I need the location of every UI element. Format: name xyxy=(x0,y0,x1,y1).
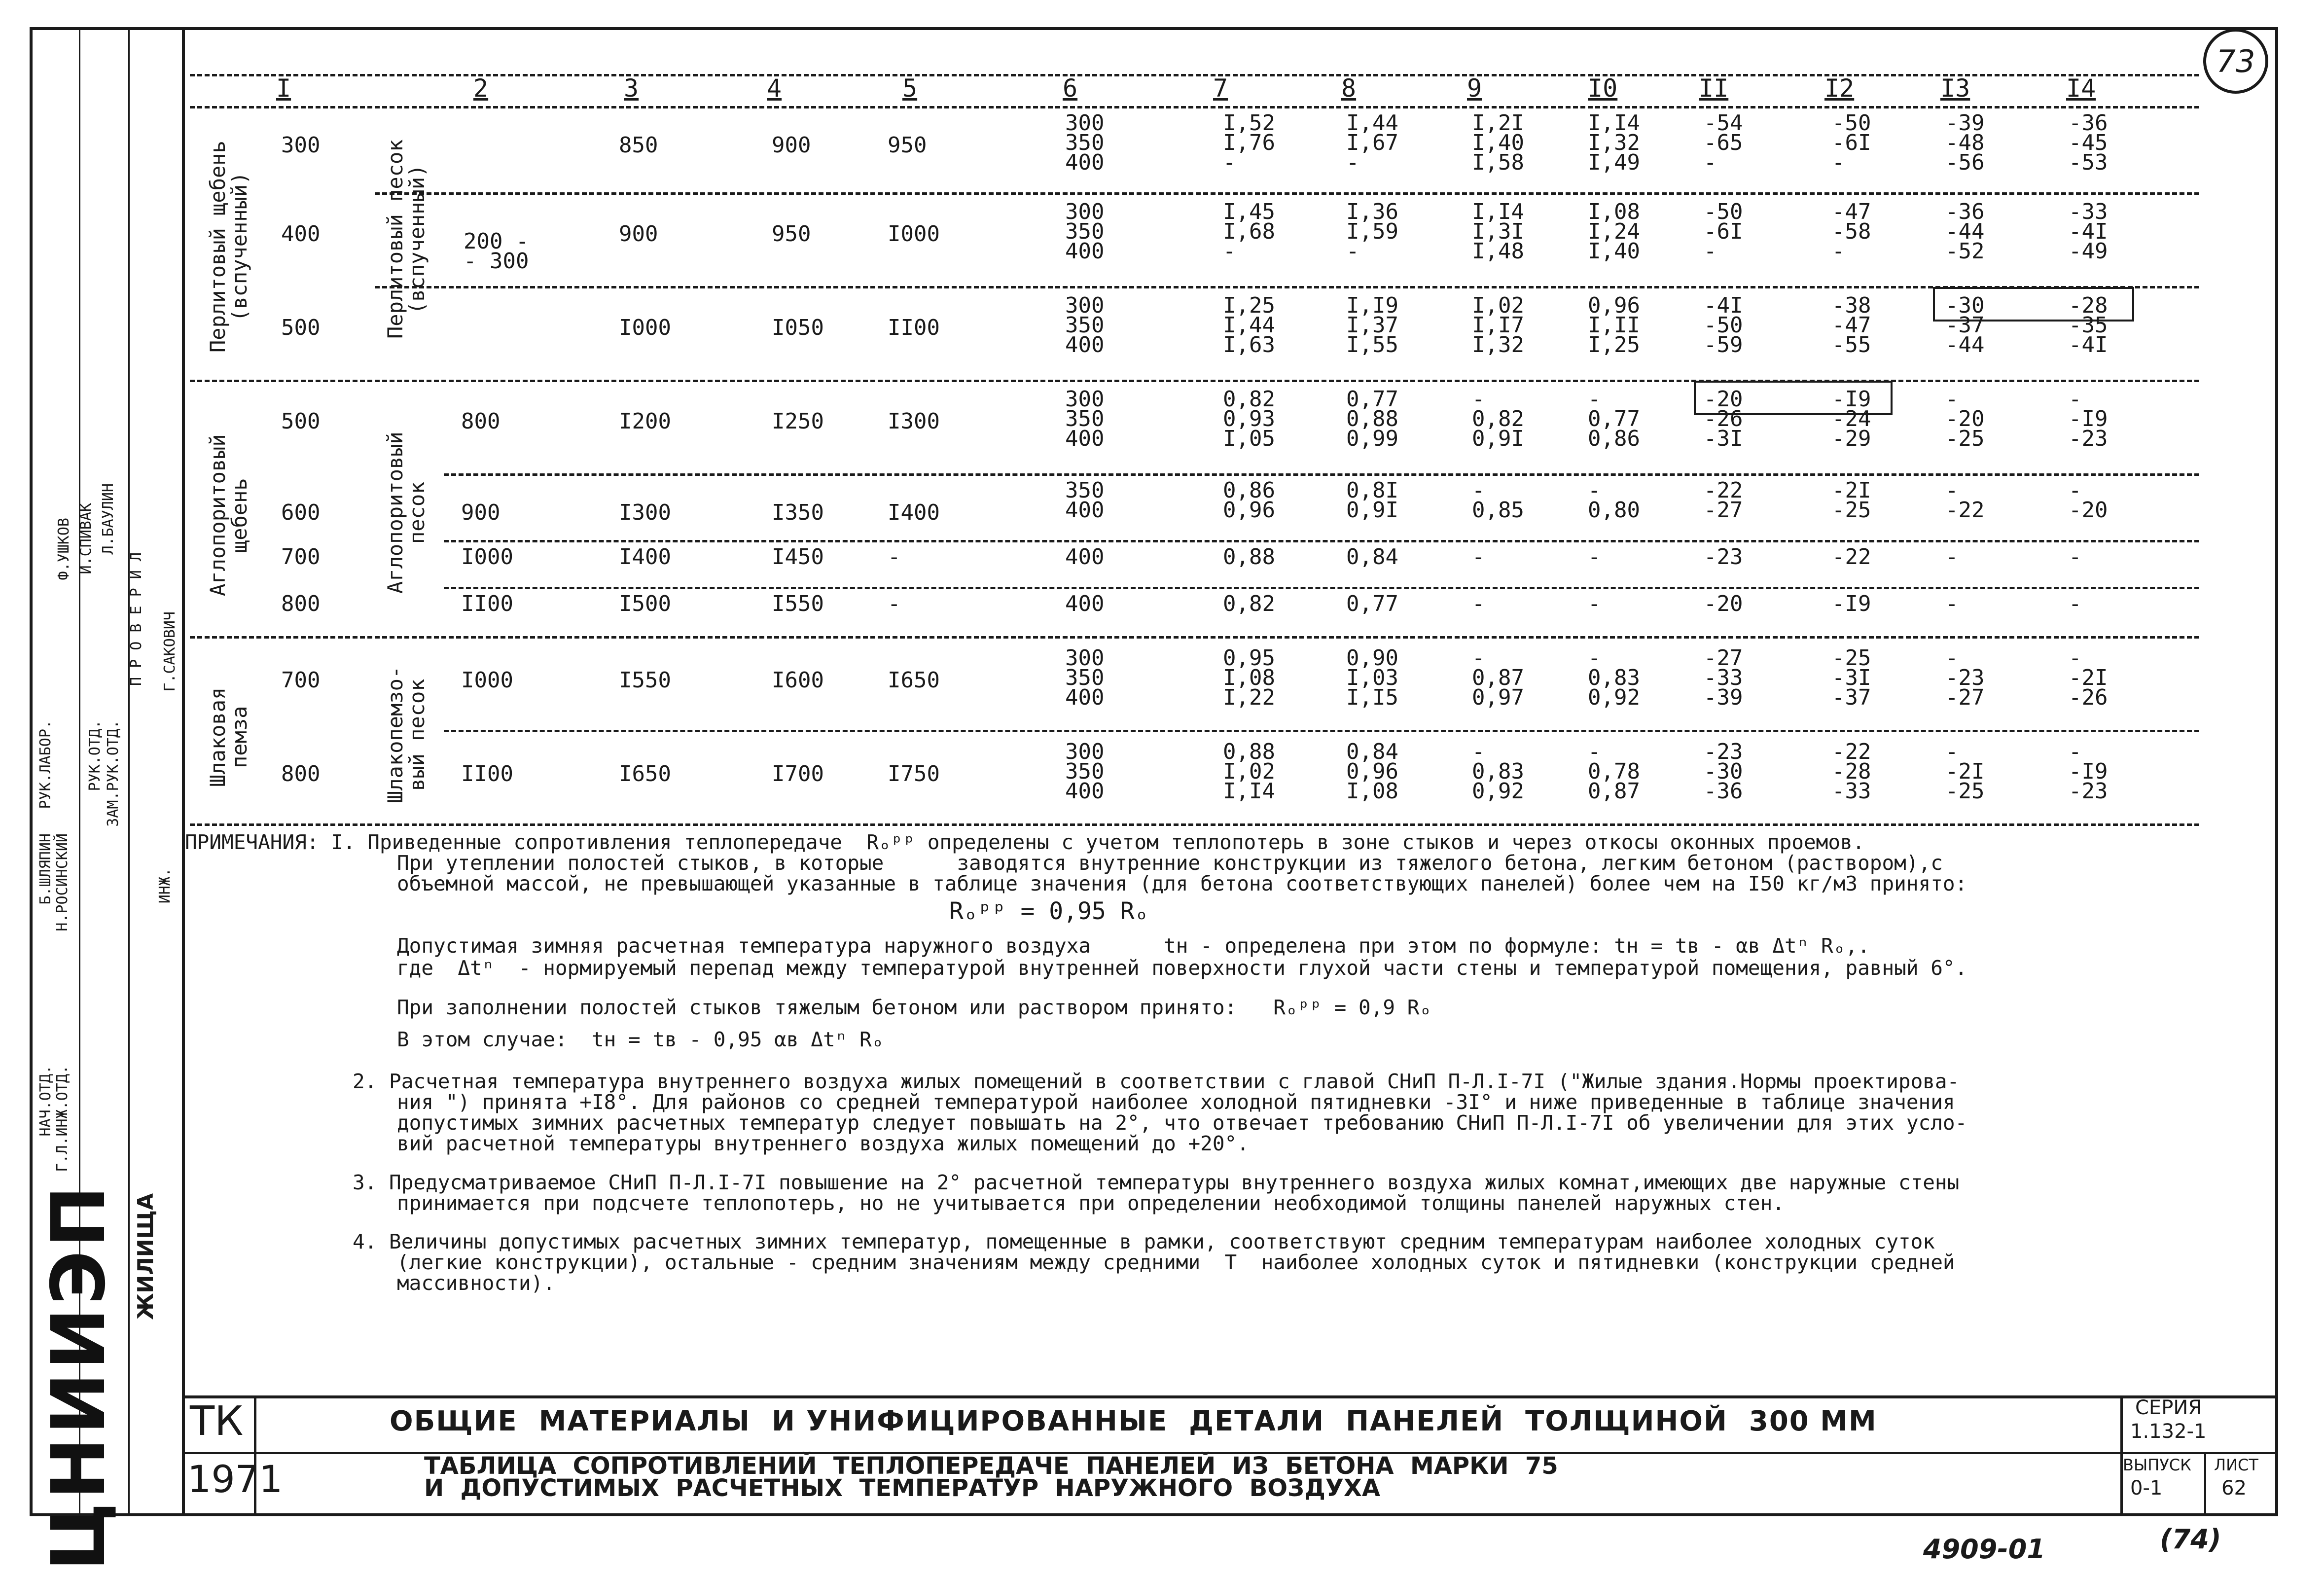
table-cell: -22 -28 -33 xyxy=(1832,739,1871,804)
note-line: ния ") принята +I8°. Для районов со средней температурой наиболее холодной пятидневки -3I° и ниже приведенные в таблице значения xyxy=(397,1090,1955,1114)
table-cell: I650 xyxy=(888,668,940,693)
table-cell: - xyxy=(1472,591,1485,616)
tk-label: ТК xyxy=(190,1398,244,1445)
page-number-bottom: (74) xyxy=(2160,1524,2221,1555)
column-number: 7 xyxy=(1213,74,1228,103)
table-cell: -50 -6I - xyxy=(1832,110,1871,175)
table-cell: - 0,77 0,86 xyxy=(1588,387,1640,451)
table-cell: 800 xyxy=(461,409,501,434)
table-cell: - 0,83 0,92 xyxy=(1472,739,1524,804)
note-line: В этом случае: tн = tв - 0,95 αв Δtⁿ Rₒ xyxy=(397,1028,884,1051)
note-line: При утеплении полостей стыков, в которые заводятся внутренние конструкции из тяжелого бетона, легким бетоном (раствором),с xyxy=(397,851,1943,875)
column-number: 5 xyxy=(902,74,918,103)
table-cell: I,I9 I,37 I,55 xyxy=(1346,293,1398,357)
table-cell: -36 -45 -53 xyxy=(2069,110,2108,175)
column-number: I2 xyxy=(1824,74,1855,103)
stamp-ruk-labor: РУК.ЛАБОР. xyxy=(37,720,54,809)
note-line: 4. Величины допустимых расчетных зимних температур, помещенные в рамки, соответствуют средним температурам наиболее холодных суток xyxy=(353,1230,1935,1253)
note-line: массивности). xyxy=(397,1271,555,1295)
table-cell: - 0,83 0,92 xyxy=(1588,645,1640,710)
table-cell: 0,88 xyxy=(1223,544,1275,570)
table-cell: 300 350 400 xyxy=(1065,739,1105,804)
note-line: 2. Расчетная температура внутреннего воздуха жилых помещений в соответствии с главой СНиП П-Л.I-7I ("Жилые здания.Нормы проектирова- xyxy=(353,1070,1960,1093)
table-cell: 0,84 xyxy=(1346,544,1398,570)
table-cell: I000 xyxy=(619,315,671,340)
row-separator xyxy=(444,730,2199,732)
table-cell: - xyxy=(888,591,901,616)
table-cell: - 0,78 0,87 xyxy=(1588,739,1640,804)
table-cell: -38 -47 -55 xyxy=(1832,293,1871,357)
table-cell: -28 -35 -4I xyxy=(2069,293,2108,357)
table-cell: 0,77 0,88 0,99 xyxy=(1346,387,1398,451)
table-cell: 300 350 400 xyxy=(1065,110,1105,175)
column-number: 4 xyxy=(767,74,782,103)
group-perlite-range: 200 - - 300 xyxy=(464,229,529,274)
table-cell: -I9 xyxy=(1832,591,1871,616)
table-cell: I550 xyxy=(619,668,671,693)
stamp-shlyapin: Б.ШЛЯПИН xyxy=(37,833,54,905)
table-cell: 900 xyxy=(619,221,658,247)
table-cell: -22 xyxy=(1832,544,1871,570)
table-cell: 0,90 I,03 I,I5 xyxy=(1346,645,1398,710)
table-cell: -47 -58 - xyxy=(1832,199,1871,264)
table-cell: - -23 -27 xyxy=(1945,645,1985,710)
table-cell: 900 xyxy=(772,133,811,158)
table-cell: 400 xyxy=(281,221,321,247)
table-cell: -36 -44 -52 xyxy=(1945,199,1985,264)
page-number-circle xyxy=(2203,29,2268,94)
table-cell: - -2I -25 xyxy=(1945,739,1985,804)
table-cell: I700 xyxy=(772,761,824,786)
table-cell: 0,95 I,08 I,22 xyxy=(1223,645,1275,710)
note-line: (легкие конструкции), остальные - средним значениям между средними Т наиболее холодных суток и пятидневки (конструкции средней xyxy=(397,1250,1955,1274)
table-cell: I300 xyxy=(619,500,671,525)
stamp-baulin: Л.БАУЛИН xyxy=(100,483,117,555)
table-cell: 0,86 0,96 xyxy=(1223,478,1275,523)
institute-logo: ЦНИИЭП xyxy=(36,1182,122,1572)
table-cell: 0,8I 0,9I xyxy=(1346,478,1398,523)
table-cell: 0,96 I,II I,25 xyxy=(1588,293,1640,357)
table-cell: I,02 I,I7 I,32 xyxy=(1472,293,1524,357)
table-cell: 700 xyxy=(281,544,321,570)
table-cell: I,44 I,67 - xyxy=(1346,110,1398,175)
column-number: I xyxy=(276,74,291,103)
stamp-gl-inzh: Г.Л.ИНЖ.ОТД. xyxy=(54,1065,71,1172)
group-slag-sand: Шлакопемзо- вый песок xyxy=(383,666,429,804)
table-cell: - 0,85 xyxy=(1472,478,1524,523)
note-line: где Δtⁿ - нормируемый перепад между температурой внутренней поверхности глухой части стены и температурой помещения, равный 6°. xyxy=(397,956,1967,980)
table-cell: II00 xyxy=(888,315,940,340)
table-cell: -20 -26 -3I xyxy=(1704,387,1743,451)
title-block-divider xyxy=(2120,1452,2278,1454)
table-cell: - -20 xyxy=(2069,478,2108,523)
table-cell: I,52 I,76 - xyxy=(1223,110,1275,175)
table-cell: I250 xyxy=(772,409,824,434)
table-cell: 500 xyxy=(281,409,321,434)
table-cell: 0,82 xyxy=(1223,591,1275,616)
table-cell: -I9 -24 -29 xyxy=(1832,387,1871,451)
table-cell: 500 xyxy=(281,315,321,340)
stamp-ushkov: Ф.УШКОВ xyxy=(55,518,72,580)
stamp-nach-otd: НАЧ.ОТД. xyxy=(37,1065,54,1137)
table-cell: 800 xyxy=(281,761,321,786)
issue-value: 0-1 xyxy=(2130,1477,2163,1500)
table-cell: I500 xyxy=(619,591,671,616)
table-cell: 300 350 400 xyxy=(1065,645,1105,710)
table-cell: I400 xyxy=(888,500,940,525)
table-cell: I450 xyxy=(772,544,824,570)
table-cell: I000 xyxy=(461,544,513,570)
title-line-2: ТАБЛИЦА СОПРОТИВЛЕНИЙ ТЕПЛОПЕРЕДАЧЕ ПАНЕЛЕЙ ИЗ БЕТОНА МАРКИ 75 xyxy=(424,1452,1558,1480)
table-cell: II00 xyxy=(461,591,513,616)
row-separator xyxy=(375,192,2199,195)
year-label: 1971 xyxy=(187,1457,283,1501)
table-cell: 700 xyxy=(281,668,321,693)
institute-logo-sub: ЖИЛИЩА xyxy=(133,1193,158,1320)
table-cell: - -22 xyxy=(1945,478,1985,523)
column-number: 8 xyxy=(1341,74,1357,103)
group-agloporite-gravel: Аглопоритовый щебень xyxy=(206,434,251,597)
table-cell: I000 xyxy=(461,668,513,693)
table-cell: 300 350 400 xyxy=(1065,199,1105,264)
table-cell: 850 xyxy=(619,133,658,158)
table-cell: -23 xyxy=(1704,544,1743,570)
table-cell: I,25 I,44 I,63 xyxy=(1223,293,1275,357)
note-line: Допустимая зимняя расчетная температура наружного воздуха tн - определена при этом по формуле: tн = tв - αв Δtⁿ Rₒ,. xyxy=(397,934,1870,958)
table-cell: 800 xyxy=(281,591,321,616)
table-cell: - xyxy=(2069,544,2082,570)
table-cell: I200 xyxy=(619,409,671,434)
column-number: 2 xyxy=(473,74,489,103)
table-cell: 600 xyxy=(281,500,321,525)
table-cell: - xyxy=(1945,591,1959,616)
highlight-frame xyxy=(1694,381,1893,415)
column-number: 3 xyxy=(624,74,639,103)
table-cell: - 0,82 0,9I xyxy=(1472,387,1524,451)
table-cell: -50 -6I - xyxy=(1704,199,1743,264)
title-line-3: И ДОПУСТИМЫХ РАСЧЕТНЫХ ТЕМПЕРАТУР НАРУЖНОГО ВОЗДУХА xyxy=(424,1474,1381,1502)
note-line: При заполнении полостей стыков тяжелым бетоном или раствором принято: Rₒᵖᵖ = 0,9 Rₒ xyxy=(397,996,1432,1019)
stamp-rosinsky: Н.РОСИНСКИЙ xyxy=(54,833,71,931)
column-number: 6 xyxy=(1063,74,1078,103)
table-cell: 400 xyxy=(1065,544,1105,570)
stamp-spivak: И.СПИВАК xyxy=(77,503,95,574)
group-separator xyxy=(190,636,2199,639)
table-cell: - -I9 -23 xyxy=(2069,739,2108,804)
row-separator xyxy=(375,286,2199,288)
table-cell: 300 350 400 xyxy=(1065,387,1105,451)
table-cell: 0,88 I,02 I,I4 xyxy=(1223,739,1275,804)
note-line: принимается при подсчете теплопотерь, но не учитывается при определении необходимой толщины панелей наружных стен. xyxy=(397,1191,1785,1215)
table-cell: 300 350 400 xyxy=(1065,293,1105,357)
table-cell: -30 -37 -44 xyxy=(1945,293,1985,357)
table-cell: I550 xyxy=(772,591,824,616)
table-cell: 300 xyxy=(281,133,321,158)
table-cell: 900 xyxy=(461,500,501,525)
table-cell: - 0,87 0,97 xyxy=(1472,645,1524,710)
note-formula: Rₒᵖᵖ = 0,95 Rₒ xyxy=(949,897,1149,925)
table-cell: -33 -4I -49 xyxy=(2069,199,2108,264)
row-separator xyxy=(444,473,2199,476)
column-number: I3 xyxy=(1940,74,1970,103)
table-cell: I650 xyxy=(619,761,671,786)
table-cell: - xyxy=(1588,544,1601,570)
table-cell: - xyxy=(1945,544,1959,570)
table-cell: - -2I -26 xyxy=(2069,645,2108,710)
table-cell: 350 400 xyxy=(1065,478,1105,523)
table-cell: 400 xyxy=(1065,591,1105,616)
stamp-proveril: П Р О В Е Р И Л xyxy=(128,552,145,686)
column-number: II xyxy=(1699,74,1729,103)
table-cell: -4I -50 -59 xyxy=(1704,293,1743,357)
title-block-divider xyxy=(2204,1452,2206,1516)
stamp-ruk-otd: РУК.ОТД. xyxy=(86,720,104,791)
title-line-1: ОБЩИЕ МАТЕРИАЛЫ И УНИФИЦИРОВАННЫЕ ДЕТАЛИ ПАНЕЛЕЙ ТОЛЩИНОЙ 300 ММ xyxy=(390,1405,1877,1437)
group-perlite-sand: Перлитовый песок (вспученный) xyxy=(383,139,429,339)
table-cell: 0,77 xyxy=(1346,591,1398,616)
table-cell: 0,84 0,96 I,08 xyxy=(1346,739,1398,804)
table-bottom xyxy=(190,823,2199,826)
table-cell: I,08 I,24 I,40 xyxy=(1588,199,1640,264)
note-line: допустимых зимних расчетных температур следует повышать на 2°, что отвечает требованию СНиП П-Л.I-7I об увеличении для этих усло- xyxy=(397,1111,1967,1135)
table-cell: I,I4 I,3I I,48 xyxy=(1472,199,1524,264)
stamp-sakovich: Г.САКОВИЧ xyxy=(161,611,179,692)
table-cell: -39 -48 -56 xyxy=(1945,110,1985,175)
note-line: ПРИМЕЧАНИЯ: I. Приведенные сопротивления теплопередаче Rₒᵖᵖ определены с учетом теплопотерь в зоне стыков и через откосы оконных проемов. xyxy=(185,830,1865,854)
table-cell: -20 xyxy=(1704,591,1743,616)
table-cell: - -I9 -23 xyxy=(2069,387,2108,451)
archive-stamp: 4909-01 xyxy=(1923,1534,2045,1565)
highlight-frame xyxy=(1933,287,2134,322)
table-cell: - xyxy=(1472,544,1485,570)
table-cell: 950 xyxy=(888,133,927,158)
group-separator xyxy=(190,380,2199,382)
sheet-value: 62 xyxy=(2221,1477,2247,1500)
stamp-inzh: ИНЖ. xyxy=(156,868,174,904)
table-cell: I300 xyxy=(888,409,940,434)
table-cell: I050 xyxy=(772,315,824,340)
sheet-label: ЛИСТ xyxy=(2214,1456,2258,1474)
table-cell: 950 xyxy=(772,221,811,247)
table-cell: - xyxy=(1588,591,1601,616)
issue-label: ВЫПУСК xyxy=(2123,1456,2191,1474)
table-cell: 0,82 0,93 I,05 xyxy=(1223,387,1275,451)
strip-divider xyxy=(128,27,130,1516)
header-separator xyxy=(190,106,2199,108)
table-cell: I750 xyxy=(888,761,940,786)
table-cell: -23 -30 -36 xyxy=(1704,739,1743,804)
table-cell: I350 xyxy=(772,500,824,525)
group-perlite-gravel: Перлитовый щебень (вспученный) xyxy=(206,141,251,353)
table-cell: I,45 I,68 - xyxy=(1223,199,1275,264)
table-cell: -54 -65 - xyxy=(1704,110,1743,175)
row-separator xyxy=(444,587,2199,589)
table-cell: - xyxy=(888,544,901,570)
note-line: вий расчетной температуры внутреннего воздуха жилых помещений до +20°. xyxy=(397,1132,1249,1155)
table-cell: I000 xyxy=(888,221,940,247)
table-cell: I600 xyxy=(772,668,824,693)
table-cell: I,36 I,59 - xyxy=(1346,199,1398,264)
series-label: СЕРИЯ xyxy=(2135,1396,2202,1419)
table-cell: - 0,80 xyxy=(1588,478,1640,523)
table-cell: -25 -3I -37 xyxy=(1832,645,1871,710)
table-cell: II00 xyxy=(461,761,513,786)
table-cell: I,I4 I,32 I,49 xyxy=(1588,110,1640,175)
column-number: I0 xyxy=(1588,74,1618,103)
note-line: объемной массой, не превышающей указанные в таблице значения (для бетона соответствующих панелей) более чем на I50 кг/м3 принято: xyxy=(397,872,1967,895)
note-line: 3. Предусматриваемое СНиП П-Л.I-7I повышение на 2° расчетной температуры внутреннего воздуха жилых комнат,имеющих две наружные стены xyxy=(353,1171,1960,1194)
table-cell: - -20 -25 xyxy=(1945,387,1985,451)
column-number: 9 xyxy=(1467,74,1482,103)
column-number: I4 xyxy=(2066,74,2096,103)
header-separator xyxy=(190,74,2199,76)
table-cell: -27 -33 -39 xyxy=(1704,645,1743,710)
group-slag-pumice: Шлаковая пемза xyxy=(206,687,251,787)
group-agloporite-sand: Аглопоритовый песок xyxy=(383,431,429,594)
table-cell: I400 xyxy=(619,544,671,570)
table-cell: - xyxy=(2069,591,2082,616)
page-number: 73 xyxy=(2216,43,2255,79)
table-cell: -22 -27 xyxy=(1704,478,1743,523)
row-separator xyxy=(444,540,2199,542)
table-cell: -2I -25 xyxy=(1832,478,1871,523)
series-value: 1.132-1 xyxy=(2130,1420,2207,1443)
stamp-zam-ruk: ЗАМ.РУК.ОТД. xyxy=(105,720,122,827)
table-cell: I,2I I,40 I,58 xyxy=(1472,110,1524,175)
